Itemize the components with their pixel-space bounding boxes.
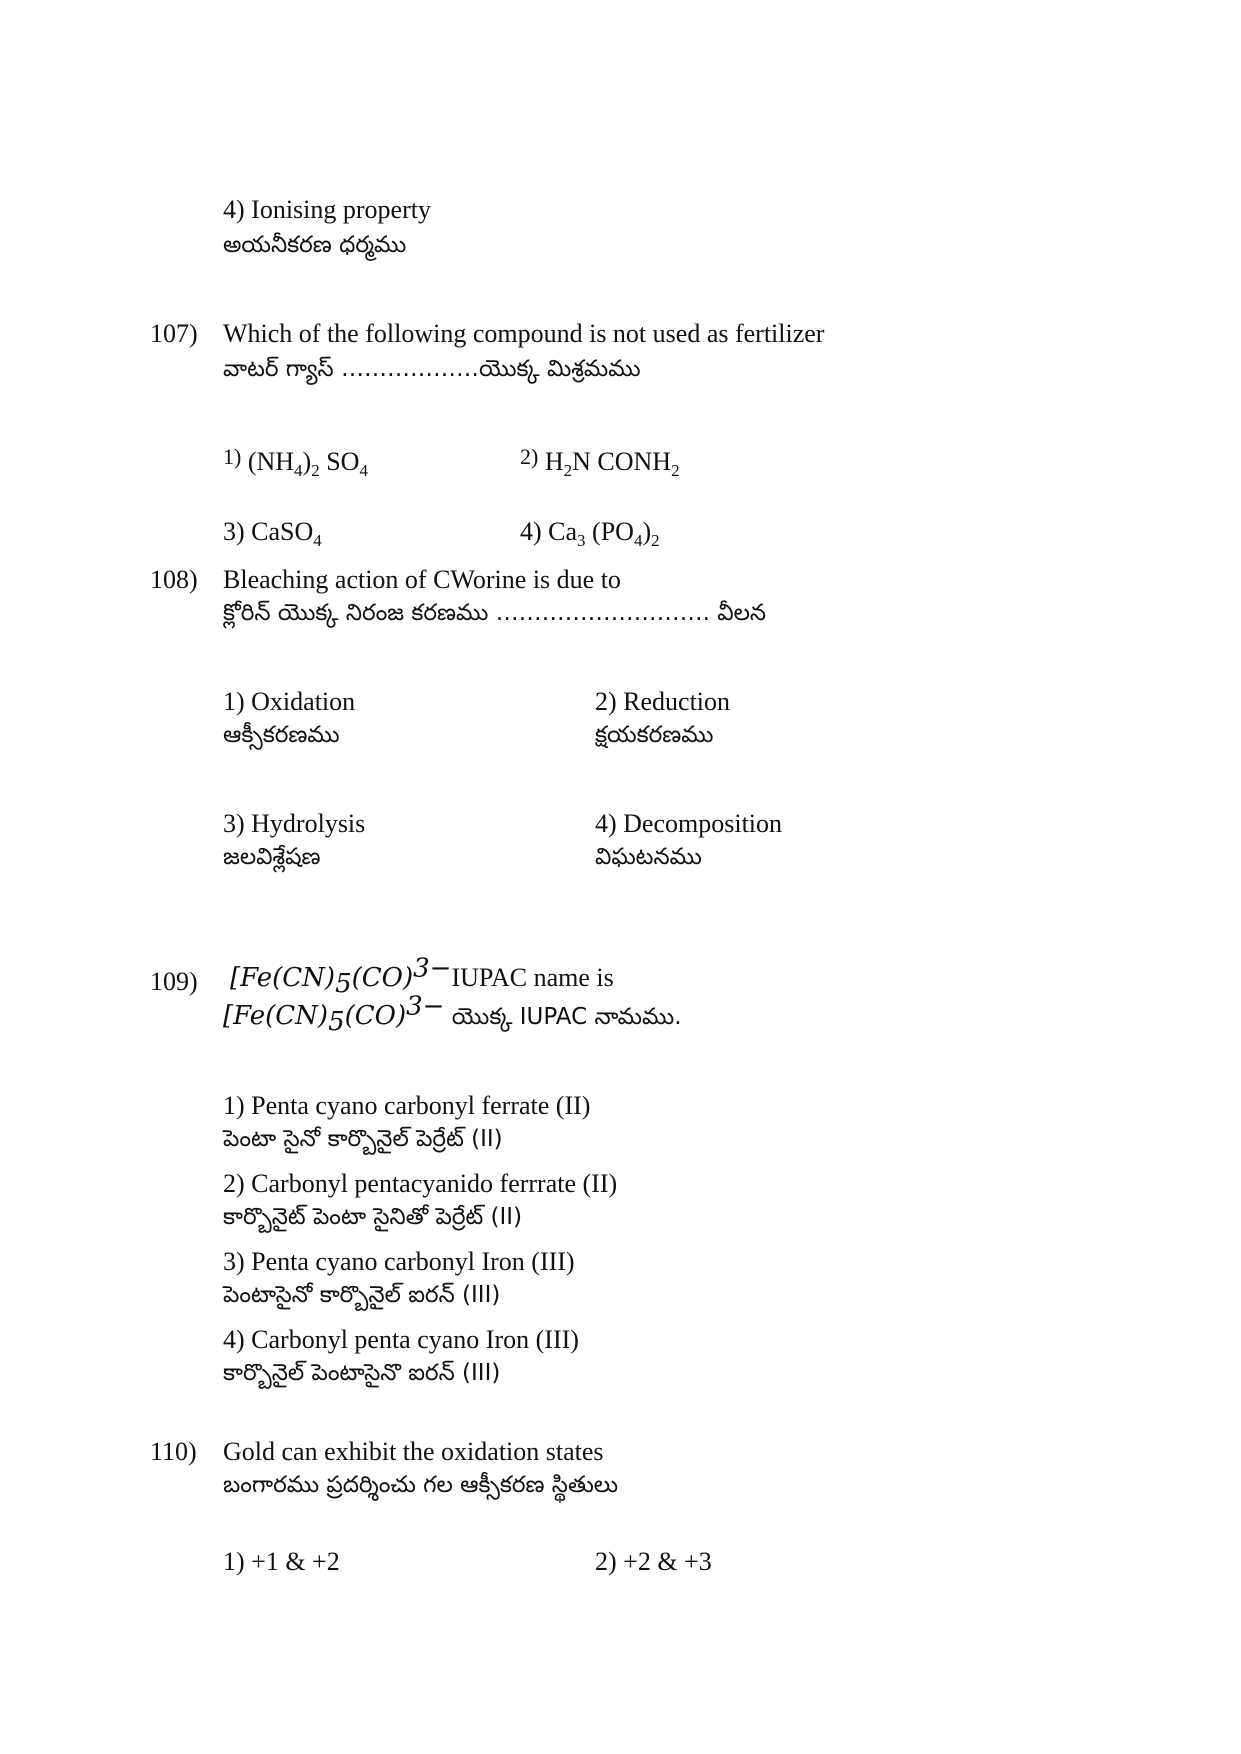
subscript: 2 [671, 461, 680, 481]
q109-question-te [223, 991, 682, 1038]
q109-option-3-en: 3) Penta cyano carbonyl Iron (III) [223, 1247, 575, 1276]
formula-part: [Fe(CN) [223, 1001, 329, 1031]
n-conh-text: N CONH [572, 447, 672, 476]
subscript: 4 [294, 461, 303, 481]
q106-option-4-en: 4) Ionising property [223, 195, 431, 224]
superscript: 3− [406, 991, 445, 1022]
q108-question-te: క్లోరిన్ యొక్క నిరంజ కరణము ………………………. వీలన [223, 600, 767, 626]
q109-option-4-te: కార్బొనైల్ పెంటాసైనొ ఐరన్ (III) [223, 1360, 501, 1386]
q109-option-4-en: 4) Carbonyl penta cyano Iron (III) [223, 1325, 579, 1354]
q109-option-1-en: 1) Penta cyano carbonyl ferrate (II) [223, 1091, 591, 1120]
q107-option-2 [520, 444, 680, 481]
so4-text: SO [319, 447, 360, 476]
q109-number: 109) [150, 967, 198, 996]
q109-question-en [230, 953, 614, 1000]
q109-option-2-te: కార్బొనైట్ పెంటా సైనితో పెర్రేట్ (II) [223, 1204, 523, 1230]
subscript: 3 [577, 531, 586, 551]
ca-text: 4) Ca [520, 517, 578, 546]
formula-part: (CO) [351, 963, 414, 993]
q108-number: 108) [150, 565, 198, 594]
q107-number: 107) [150, 319, 198, 348]
q108-option-2-en: 2) Reduction [595, 687, 731, 716]
formula-part: [Fe(CN) [230, 963, 336, 993]
q108-option-4-en: 4) Decomposition [595, 809, 783, 838]
q108-option-3-en: 3) Hydrolysis [223, 809, 366, 838]
subscript: 2 [563, 461, 573, 481]
q108-option-4-te: విఘటనము [595, 844, 702, 870]
q108-option-2-te: క్షయకరణము [595, 722, 714, 748]
question-tail: యొక్క IUPAC నామము. [444, 1004, 682, 1030]
q107-question-te: వాటర్ గ్యాస్ ………………యొక్క మిశ్రమము [223, 356, 641, 382]
po-text: (PO [585, 517, 634, 546]
q109-option-2-en: 2) Carbonyl pentacyanido ferrrate (II) [223, 1169, 618, 1198]
q107-question-en: Which of the following compound is not used as fertilizer [223, 319, 825, 348]
option-label: 1) [223, 444, 242, 469]
h-text: H [544, 447, 564, 476]
option-label: 2) [520, 444, 539, 469]
q110-question-te: బంగారము ప్రదర్శించు గల ఆక్సీకరణ స్థితులు [223, 1472, 619, 1498]
q106-option-4-te: అయనీకరణ ధర్మము [223, 232, 407, 258]
q110-question-en: Gold can exhibit the oxidation states [223, 1437, 604, 1466]
q107-option-1: $^{1)}$ $(NH_4)_2$ $SO_4$ [223, 444, 368, 481]
subscript: 5 [328, 1007, 345, 1038]
q108-option-1-en: 1) Oxidation [223, 687, 356, 716]
q108-option-3-te: జలవిశ్లేషణ [223, 844, 321, 870]
q110-option-1: 1) +1 & +2 [223, 1547, 340, 1576]
q108-question-en: Bleaching action of CWorine is due to [223, 565, 621, 594]
q107-option-3 [223, 516, 322, 551]
subscript: 4 [359, 461, 368, 481]
q109-option-3-te: పెంటాసైనో కార్బొనైల్ ఐరన్ (III) [223, 1282, 501, 1308]
q108-option-1-te: ఆక్సీకరణము [223, 722, 340, 748]
subscript: 4 [313, 531, 322, 551]
formula-part: (CO) [344, 1001, 407, 1031]
q110-number: 110) [150, 1437, 197, 1466]
q107-option-4: 4) $Ca_3$ $(PO_4)_2$ [520, 517, 660, 551]
nh4-text: (NH [247, 447, 295, 476]
subscript: 2 [311, 461, 320, 481]
q110-option-2: 2) +2 & +3 [595, 1547, 712, 1576]
subscript: 2 [651, 531, 660, 551]
subscript: 5 [335, 969, 352, 1000]
subscript: 4 [633, 531, 643, 551]
question-tail: IUPAC name is [451, 963, 614, 992]
superscript: 3− [413, 953, 452, 984]
caso-text: 3) CaSO [223, 517, 314, 546]
q109-option-1-te: పెంటా సైనో కార్బొనైల్ పెర్రేట్ (II) [223, 1126, 503, 1152]
